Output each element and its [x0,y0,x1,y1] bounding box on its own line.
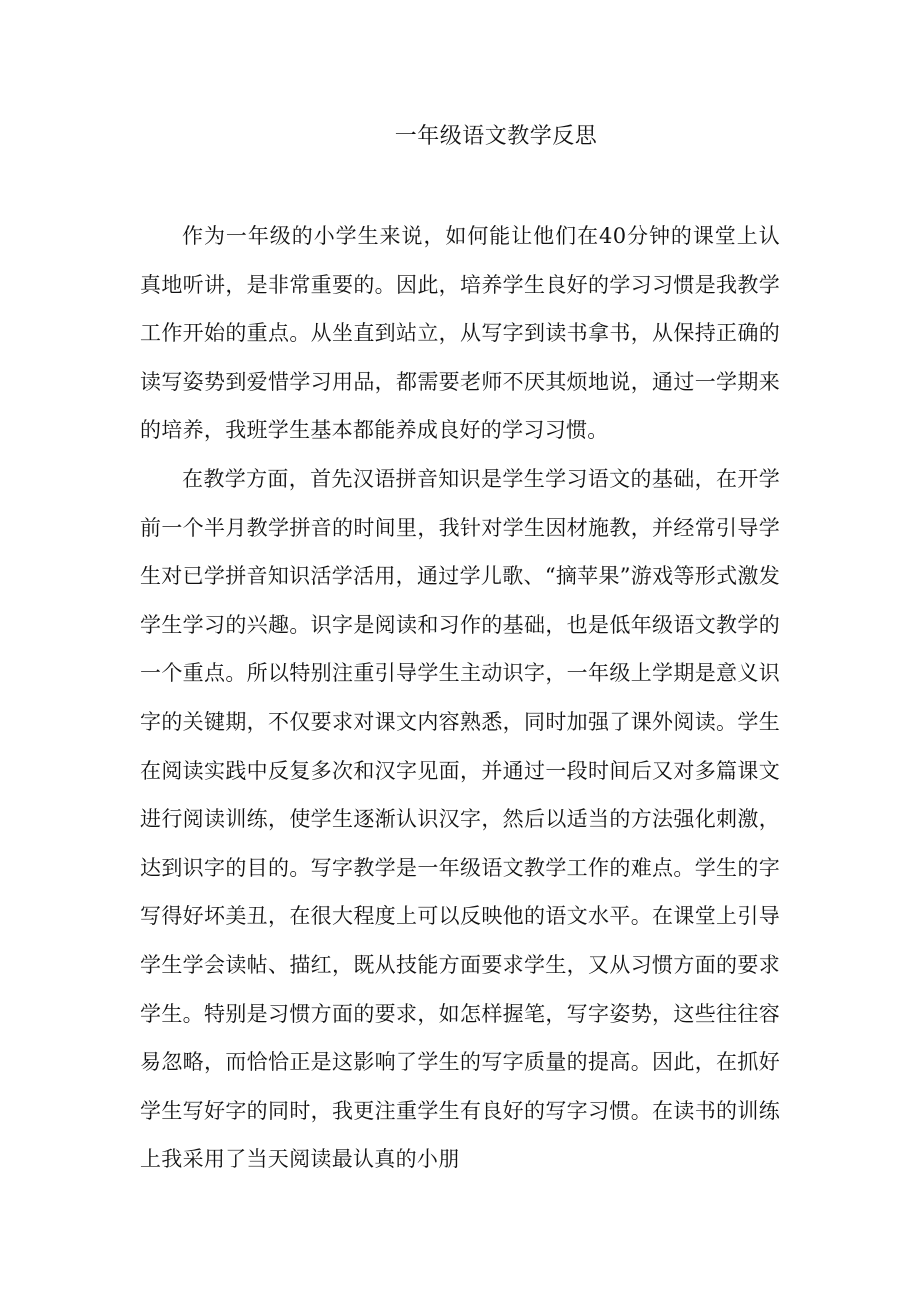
document-title: 一年级语文教学反思 [394,124,598,149]
paragraph-2: 在教学方面，首先汉语拼音知识是学生学习语文的基础，在开学前一个半月教学拼音的时间里，我针对学生因材施教，并经常引导学生对已学拼音知识活学活用，通过学儿歌、“摘苹果”游戏等形式激发学生学习的兴趣。识字是阅读和习作的基础，也是低年级语文教学的一个重点。所以特别注重引导学生主动识字，一年级上学期是意义识字的关键期，不仅要求对课文内容熟悉，同时加强了课外阅读。学生在阅读实践中反复多次和汉字见面，并通过一段时间后又对多篇课文进行阅读训练，使学生逐渐认识汉字，然后以适当的方法强化刺激，达到识字的目的。写字教学是一年级语文教学工作的难点。学生的字写得好坏美丑，在很大程度上可以反映他的语文水平。在课堂上引导学生学会读帖、描红，既从技能方面要求学生，又从习惯方面的要求学生。特别是习惯方面的要求，如怎样握笔，写字姿势，这些往往容易忽略，而恰恰正是这影响了学生的写字质量的提高。因此，在抓好学生写好字的同时，我更注重学生有良好的写字习惯。在读书的训练上我采用了当天阅读最认真的小朋 [140,466,780,1172]
paragraph-1: 作为一年级的小学生来说，如何能让他们在40分钟的课堂上认真地听讲，是非常重要的。因此，培养学生良好的学习习惯是我教学工作开始的重点。从坐直到站立，从写字到读书拿书，从保持正确的读写姿势到爱惜学习用品，都需要老师不厌其烦地说，通过一学期来的培养，我班学生基本都能养成良好的学习习惯。 [140,224,780,443]
document-body [140,212,780,1184]
